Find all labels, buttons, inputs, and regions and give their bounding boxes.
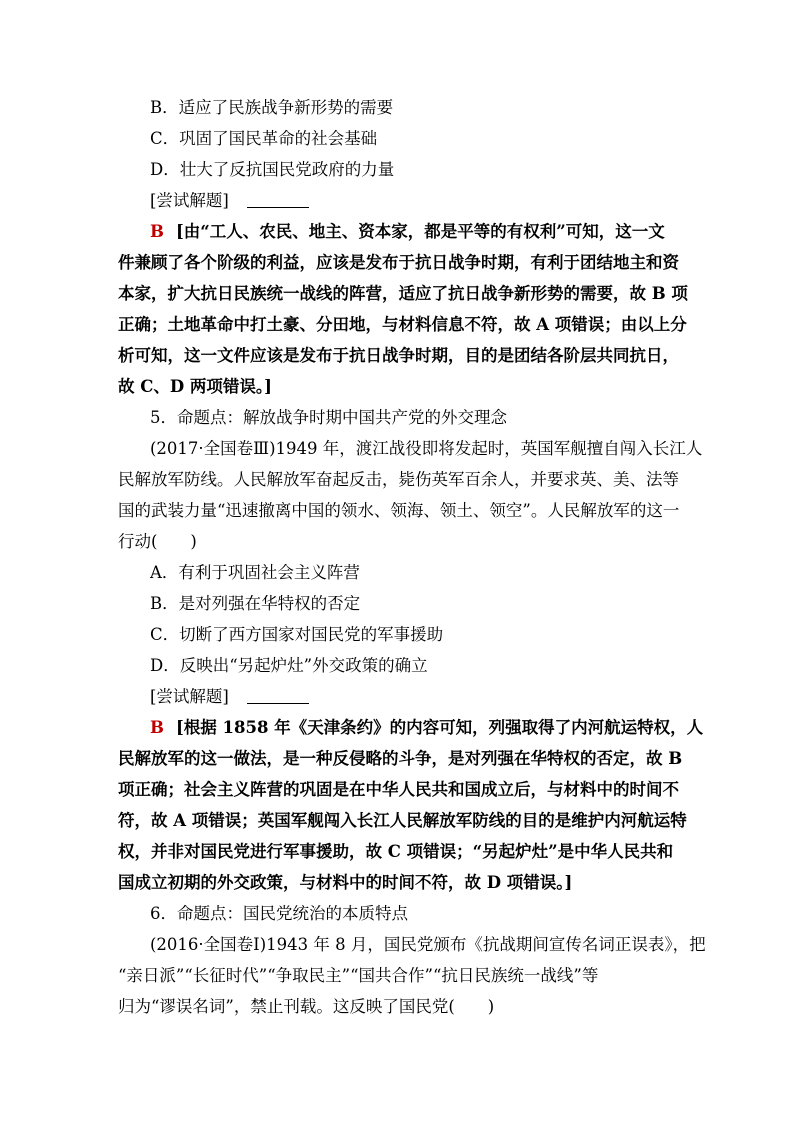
q4-explanation-line [0, 216, 794, 247]
q6-stem-line: “亲日派”“长征时代”“争取民主”“国共合作”“抗日民族统一战线”等 [118, 966, 599, 985]
q5-stem-line: 民解放军防线。人民解放军奋起反击，毙伤英军百余人，并要求英、美、法等 [118, 470, 679, 489]
q4-option-c: C．巩固了国民革命的社会基础 [150, 129, 378, 148]
q5-explanation-line: 符，故 A 项错误；英国军舰闯入长江人民解放军防线的目的是维护内河航运特 [118, 811, 687, 830]
q4-explanation-line: 本家，扩大抗日民族统一战线的阵营，适应了抗日战争新形势的需要，故 B 项 [118, 284, 688, 303]
q5-explanation-line: 民解放军的这一做法，是一种反侵略的斗争，是对列强在华特权的否定，故 B [118, 749, 683, 768]
q5-stem-line: (2017·全国卷Ⅲ)1949 年，渡江战役即将发起时，英国军舰擅自闯入长江人 [150, 439, 703, 458]
q5-explanation-line [0, 712, 794, 743]
q5-explanation-line: 国成立初期的外交政策，与材料中的时间不符，故 D 项错误。] [118, 873, 573, 892]
q6-heading: 6．命题点：国民党统治的本质特点 [150, 904, 408, 923]
q5-explanation-line: 权，并非对国民党进行军事援助，故 C 项错误；“另起炉灶”是中华人民共和 [118, 842, 674, 861]
q5-answer: B [150, 718, 164, 737]
q5-option-a: A．有利于巩固社会主义阵营 [150, 563, 360, 582]
q6-stem-line: (2016·全国卷Ⅰ)1943 年 8 月，国民党颁布《抗战期间宣传名词正误表》，把 [150, 935, 706, 954]
q4-explanation-line: 件兼顾了各个阶级的利益，应该是发布于抗日战争时期，有利于团结地主和资 [118, 253, 679, 272]
q5-heading: 5．命题点：解放战争时期中国共产党的外交理念 [150, 408, 507, 427]
q4-try-solve [0, 185, 794, 216]
answer-blank[interactable] [247, 191, 309, 208]
try-solve-label: [尝试解题] [150, 687, 229, 706]
q5-explanation-line: 项正确；社会主义阵营的巩固是在中华人民共和国成立后，与材料中的时间不 [118, 780, 679, 799]
explanation-text: [根据 1858 年《天津条约》的内容可知，列强取得了内河航运特权，人 [175, 718, 704, 737]
q5-option-b: B．是对列强在华特权的否定 [150, 594, 361, 613]
q5-stem-line: 行动( ) [118, 532, 197, 551]
q4-option-b: B．适应了民族战争新形势的需要 [150, 98, 394, 117]
q5-stem-line: 国的武装力量“迅速撤离中国的领水、领海、领土、领空”。人民解放军的这一 [118, 501, 680, 520]
q5-option-c: C．切断了西方国家对国民党的军事援助 [150, 625, 444, 644]
q5-try-solve [0, 681, 794, 712]
q4-option-d: D．壮大了反抗国民党政府的力量 [150, 160, 395, 179]
q5-option-d: D．反映出“另起炉灶”外交政策的确立 [150, 656, 428, 675]
q4-explanation-line: 正确；土地革命中打土豪、分田地，与材料信息不符，故 A 项错误；由以上分 [118, 315, 687, 334]
q4-answer: B [150, 222, 164, 241]
explanation-text: [由“工人、农民、地主、资本家，都是平等的有权利”可知，这一文 [175, 222, 665, 241]
q4-explanation-line: 析可知，这一文件应该是发布于抗日战争时期，目的是团结各阶层共同抗日， [118, 346, 679, 365]
try-solve-label: [尝试解题] [150, 191, 229, 210]
answer-blank[interactable] [247, 687, 309, 704]
q4-explanation-line: 故 C、D 两项错误。] [118, 377, 272, 396]
q6-stem-line: 归为“谬误名词”，禁止刊载。这反映了国民党( ) [118, 997, 495, 1016]
